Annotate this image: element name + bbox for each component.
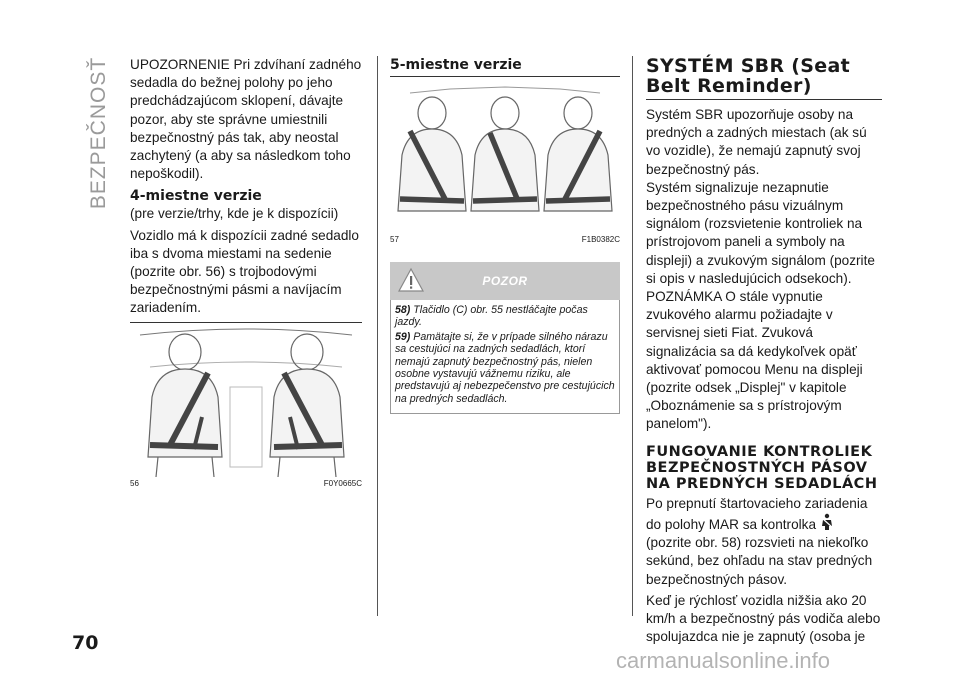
warning-box-body (390, 300, 620, 414)
section-heading-4-seat: 4-miestne verzie (130, 188, 262, 205)
figure-rule (390, 76, 620, 77)
figure-code: F0Y0665C (323, 478, 362, 488)
seat-belt-warning-icon (820, 513, 834, 531)
column-divider-left (377, 56, 378, 616)
figure-caption (130, 479, 362, 488)
rear-seat-three-belts-illustration (390, 83, 620, 233)
warning-triangle-icon (398, 267, 424, 293)
column-1 (130, 56, 362, 488)
rear-seat-two-belts-illustration (130, 327, 362, 477)
warning-item: 59) Pamätajte si, že v prípade silného nárazu sa cestujúci na zadných sedadlách, ktorí nemajú zapnutý bezpečnostný pás, nielen osobne vystavujú vážnemu riziku, ale predstavujú aj nebezpečenstvo pre cestujúcich na predných sedadlách. (395, 330, 615, 405)
warning-paragraph: UPOZORNENIE Pri zdvíhaní zadného sedadla do bežnej polohy po jeho predchádzajúcom sklopení, dávajte pozor, aby ste správne umiestnili bezpečnostný pás tak, aby neostal zachytený (a aby sa následkom toho nepoškodil). (130, 57, 362, 182)
warning-box-header (390, 262, 620, 300)
sbr-note: POZNÁMKA O stále vypnutie zvukového alarmu požiadajte v servisnej sieti Fiat. Zvuková signalizácia sa dá kedykoľvek opäť aktivovať pomocou Menu na displeji (pozrite odsek „Displej" v kapitole „Oboznámenie sa s prístrojovým panelom"). (646, 289, 863, 432)
chapter-title: BEZPEČNOSŤ (87, 56, 111, 210)
figure-rule (130, 322, 362, 323)
warning-item: 58) Tlačidlo (C) obr. 55 nestláčajte počas jazdy. (395, 304, 588, 329)
page-number: 70 (72, 632, 99, 654)
watermark: carmanualsonline.info (616, 648, 831, 673)
figure-56 (130, 327, 362, 488)
figure-code: F1B0382C (581, 235, 620, 244)
figure-number: 57 (390, 235, 399, 244)
availability-note: (pre verzie/trhy, kde je k dispozícii) (130, 206, 339, 222)
four-seat-description: Vozidlo má k dispozícii zadné sedadlo iba s dvoma miestami na sedenie (pozrite obr. 56) s trojbodovými bezpečnostnými pásmi a navíjacím zariadením. (130, 227, 359, 316)
speed-paragraph: Keď je rýchlosť vozidla nižšia ako 20 km/h a bezpečnostný pás vodiča alebo spolujazdca nie je zapnutý (osoba je (646, 592, 881, 645)
column-divider-right (632, 56, 633, 616)
section-heading-sbr: SYSTÉM SBR (Seat Belt Reminder) (646, 55, 850, 97)
heading-rule (646, 99, 882, 100)
figure-number: 56 (130, 478, 139, 488)
sbr-intro: Systém SBR upozorňuje osoby na predných a zadných miestach (ak sú vo vozidle), že nemajú zapnutý svoj bezpečnostný pás. (646, 107, 867, 177)
section-heading-5-seat: 5-miestne verzie (390, 57, 522, 73)
sbr-signalling: Systém signalizuje nezapnutie bezpečnostného pásu vizuálnym signálom (rozsvietenie kontroliek na prístrojovom paneli a symboly na displeji) a zvukovým signálom (pozrite si opis v nasledujúcich odsekoch). (646, 179, 875, 286)
mar-paragraph: Po prepnutí štartovacieho zariadenia do polohy MAR sa kontrolka (pozrite obr. 58) rozsvieti na niekoľko sekúnd, bez ohľadu na stav predných bezpečnostných pásov. (646, 495, 873, 587)
column-3 (646, 56, 882, 647)
figure-caption (390, 235, 620, 244)
warning-title: POZOR (482, 274, 528, 288)
column-2 (390, 56, 620, 414)
section-heading-front-lights: FUNGOVANIE KONTROLIEK BEZPEČNOSTNÝCH PÁSOV NA PREDNÝCH SEDADLÁCH (646, 443, 878, 493)
figure-57 (390, 83, 620, 244)
